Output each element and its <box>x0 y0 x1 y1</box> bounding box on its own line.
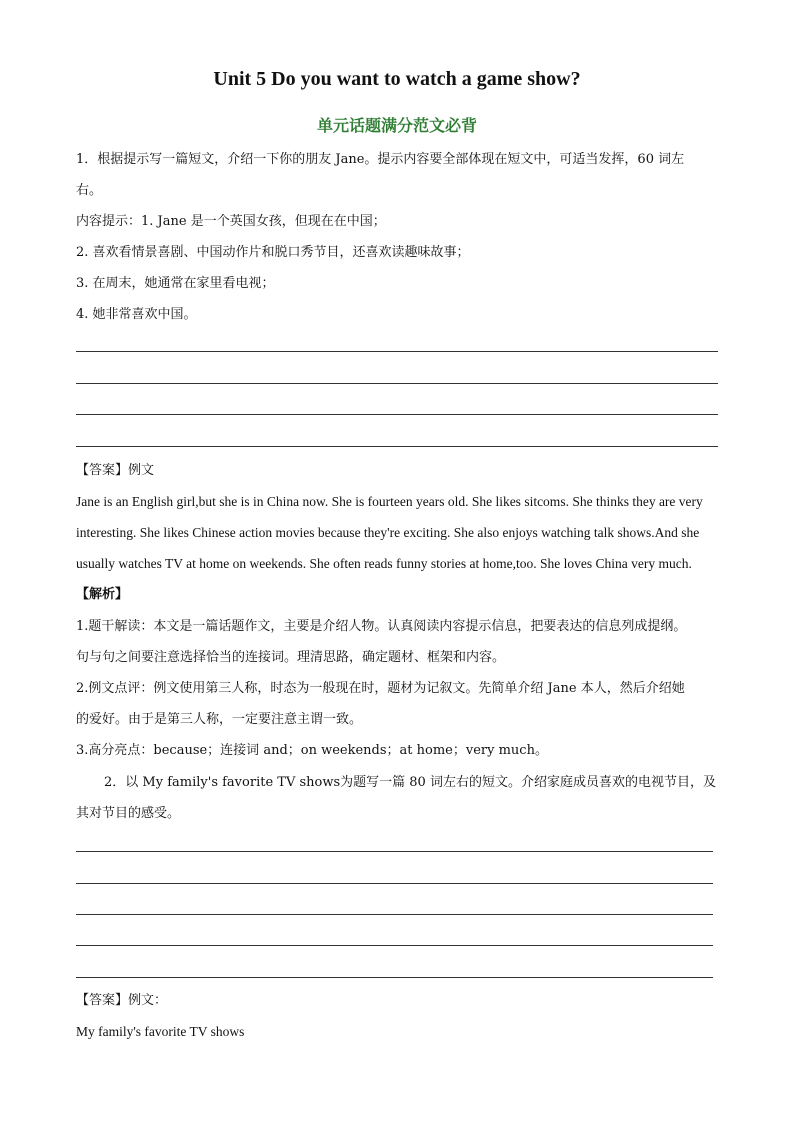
q2-answer-label: 【答案】例文： <box>76 993 168 1008</box>
q1-prompt-line-1: 1．根据提示写一篇短文，介绍一下你的朋友 Jane。提示内容要全部体现在短文中，可适当发挥，60 词左 <box>76 152 685 167</box>
q2-prompt-line-1: 2．以 My family's favorite TV shows为题写一篇 80 词左右的短文。介绍家庭成员喜欢的电视节目，及 <box>104 775 716 790</box>
answer-blank-line[interactable] <box>76 945 713 946</box>
answer-blank-line[interactable] <box>76 414 718 415</box>
q1-analysis-3: 3.高分亮点：because；连接词 and；on weekends；at home；very much。 <box>76 743 548 758</box>
q1-analysis-1-line-1: 1.题干解读：本文是一篇话题作文，主要是介绍人物。认真阅读内容提示信息，把要表达的信息列成提纲。 <box>76 619 687 634</box>
answer-blank-line[interactable] <box>76 351 718 352</box>
q1-analysis-2-line-2: 的爱好。由于是第三人称，一定要注意主谓一致。 <box>76 712 363 727</box>
q1-analysis-2-line-1: 2.例文点评：例文使用第三人称，时态为一般现在时，题材为记叙文。先简单介绍 Jane 本人，然后介绍她 <box>76 681 685 696</box>
q1-hint-2: 2. 喜欢看情景喜剧、中国动作片和脱口秀节目，还喜欢读趣味故事； <box>76 245 470 260</box>
q1-answer-label: 【答案】例文 <box>76 463 155 478</box>
answer-blank-line[interactable] <box>76 914 713 915</box>
page-title: Unit 5 Do you want to watch a game show? <box>213 68 581 90</box>
q1-answer-line-1: Jane is an English girl,but she is in China now. She is fourteen years old. She likes sitcoms. She thinks they are very <box>76 494 703 509</box>
page-subtitle: 单元话题满分范文必背 <box>316 116 477 135</box>
q1-prompt-line-2: 右。 <box>76 183 103 198</box>
q2-answer-title: My family's favorite TV shows <box>76 1024 245 1039</box>
q1-hint-1: 内容提示：1. Jane 是一个英国女孩，但现在在中国； <box>76 214 386 229</box>
answer-blank-line[interactable] <box>76 977 713 978</box>
q1-hint-4: 4. 她非常喜欢中国。 <box>76 307 197 322</box>
answer-blank-line[interactable] <box>76 851 713 852</box>
answer-blank-line[interactable] <box>76 883 713 884</box>
q1-analysis-label: 【解析】 <box>76 587 129 602</box>
q1-answer-line-2: interesting. She likes Chinese action movies because they're exciting. She also enjoys watching talk shows.And she <box>76 525 700 540</box>
q1-analysis-1-line-2: 句与句之间要注意选择恰当的连接词。理清思路，确定题材、框架和内容。 <box>76 650 506 665</box>
q1-hint-3: 3. 在周末，她通常在家里看电视； <box>76 276 275 291</box>
q1-answer-line-3: usually watches TV at home on weekends. She often reads funny stories at home,too. She loves China very much. <box>76 556 692 571</box>
answer-blank-line[interactable] <box>76 383 718 384</box>
answer-blank-line[interactable] <box>76 446 718 447</box>
q2-prompt-line-2: 其对节目的感受。 <box>76 806 181 821</box>
